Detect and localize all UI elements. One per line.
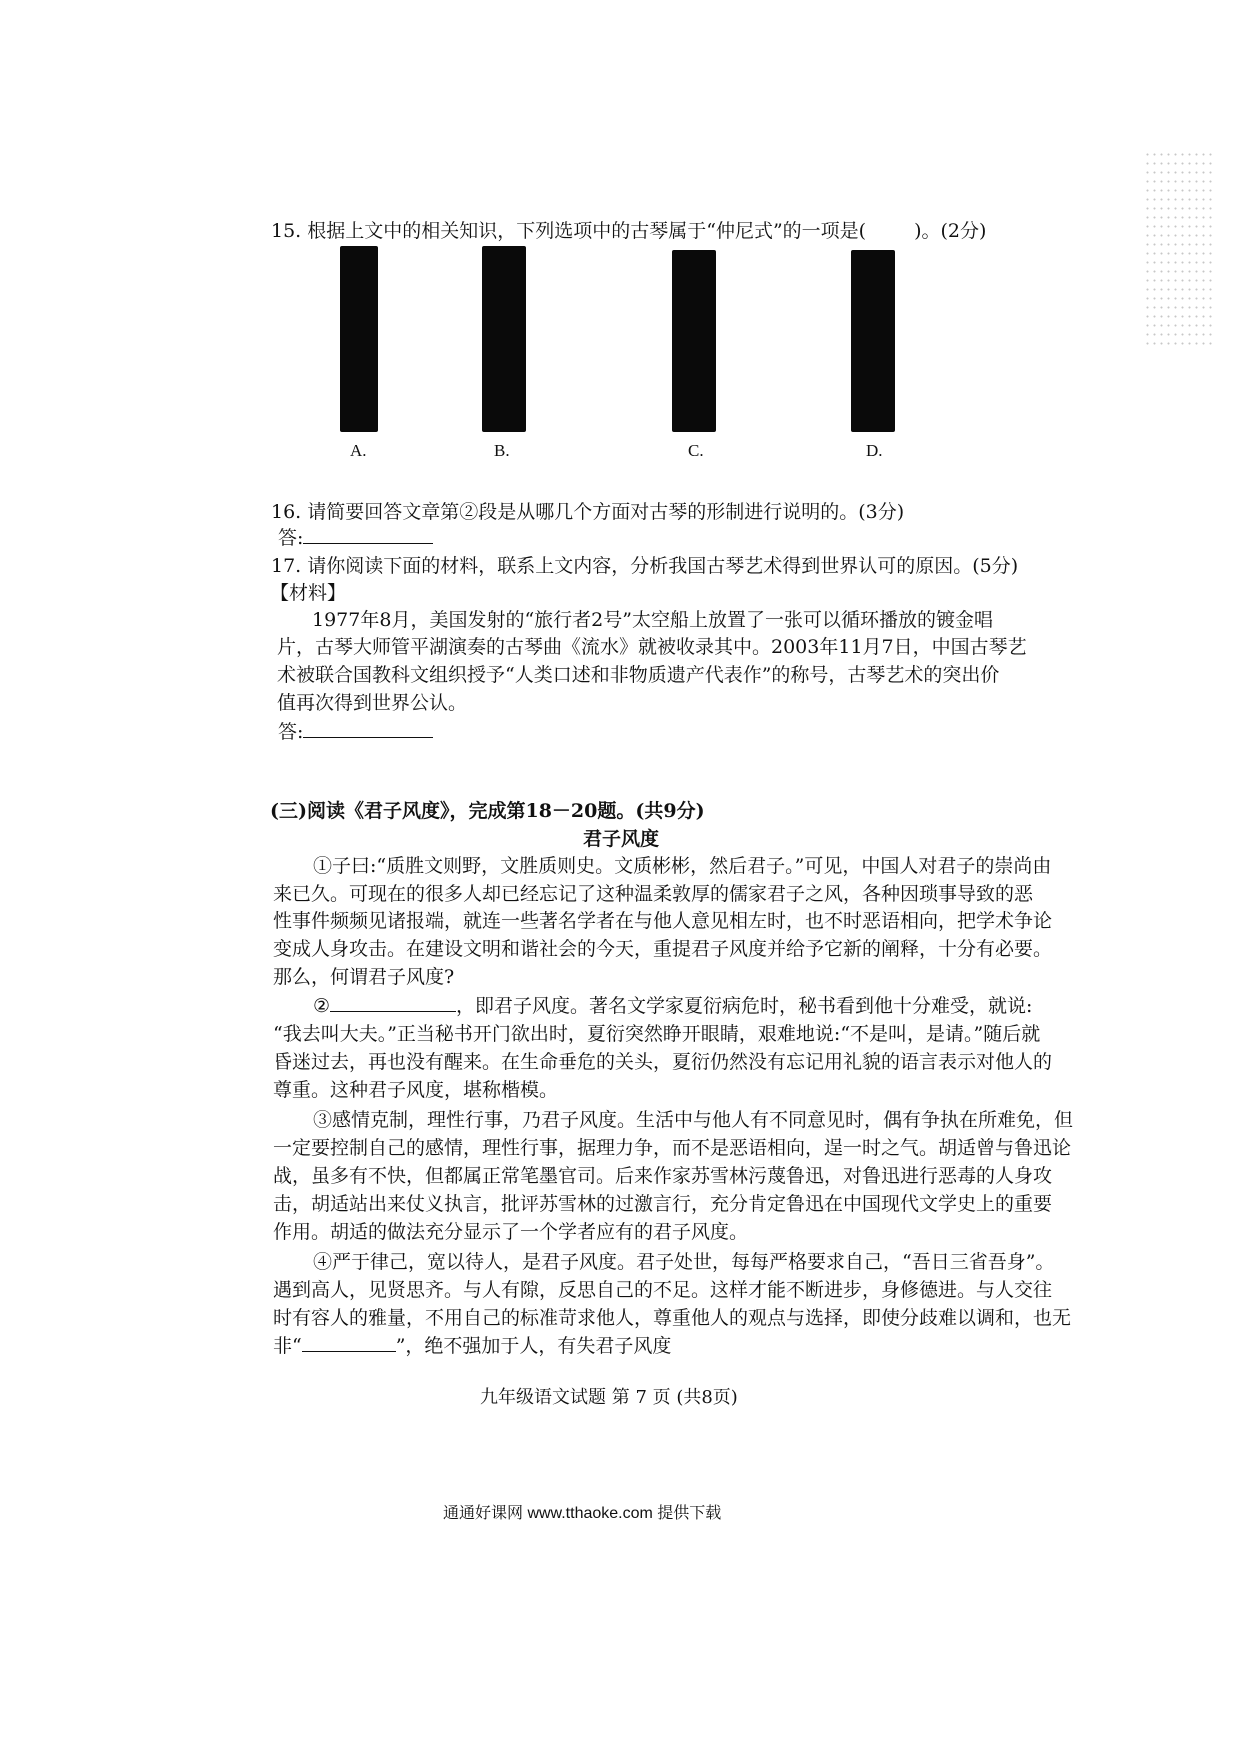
p4-fill-blank[interactable]	[302, 1333, 396, 1352]
q17-answer-line[interactable]	[278, 717, 433, 744]
section-heading: (三)阅读《君子风度》，完成第18－20题。(共9分)	[270, 800, 705, 822]
p2-line-2: “我去叫大夫。”正当秘书开门欲出时，夏衍突然睁开眼睛，艰难地说:“不是叫，是请。”随后就	[273, 1023, 1041, 1045]
p2-first-rest: ，即君子风度。著名文学家夏衍病危时，秘书看到他十分难受，就说:	[456, 995, 1033, 1017]
option-a-label[interactable]: A.	[350, 441, 367, 460]
q17-answer-label: 答:	[278, 721, 304, 743]
option-c-label[interactable]: C.	[688, 441, 704, 460]
material-line-3: 术被联合国教科文组织授予“人类口述和非物质遗产代表作”的称号，古琴艺术的突出价	[277, 664, 1000, 686]
q16-answer-blank[interactable]	[303, 525, 433, 544]
p3-line-2: 一定要控制自己的感情，理性行事，据理力争，而不是恶语相向，逞一时之气。胡适曾与鲁迅论	[273, 1137, 1072, 1159]
qin-image-a	[340, 246, 378, 432]
p2-number: ②	[313, 995, 331, 1017]
q15-text	[271, 216, 986, 243]
material-line-1: 1977年8月，美国发射的“旅行者2号”太空船上放置了一张可以循环播放的镀金唱	[312, 609, 993, 631]
p1-line-5: 那么，何谓君子风度?	[273, 966, 455, 988]
p1-line-3: 性事件频频见诸报端，就连一些著名学者在与他人意见相左时，也不时恶语相向，把学术争论	[273, 910, 1053, 932]
p4-line-4	[273, 1331, 671, 1358]
p1-line-4: 变成人身攻击。在建设文明和谐社会的今天，重提君子风度并给予它新的阐释，十分有必要。	[273, 938, 1053, 960]
p1-line-1: ①子曰:“质胜文则野，文胜质则史。文质彬彬，然后君子。”可见，中国人对君子的崇尚由	[313, 855, 1052, 877]
p2-line-1	[313, 991, 1032, 1018]
p4-line-2: 遇到高人，见贤思齐。与人有隙，反思自己的不足。这样才能不断进步，身修德进。与人交往	[273, 1279, 1053, 1301]
p4-line-1: ④严于律己，宽以待人，是君子风度。君子处世，每每严格要求自己，“吾日三省吾身”。	[313, 1251, 1055, 1273]
p2-line-3: 昏迷过去，再也没有醒来。在生命垂危的关头，夏衍仍然没有忘记用礼貌的语言表示对他人的	[273, 1051, 1053, 1073]
material-line-4: 值再次得到世界公认。	[277, 692, 468, 714]
scan-noise	[1144, 150, 1214, 350]
p3-line-5: 作用。胡适的做法充分显示了一个学者应有的君子风度。	[273, 1221, 749, 1243]
q16-text: 16. 请简要回答文章第②段是从哪几个方面对古琴的形制进行说明的。(3分)	[271, 501, 905, 523]
q16-answer-label: 答:	[278, 527, 304, 549]
p4-line-3: 时有容人的雅量，不用自己的标准苛求他人，尊重他人的观点与选择，即使分歧难以调和，也无	[273, 1307, 1072, 1329]
qin-image-d	[851, 250, 895, 432]
q17-answer-blank[interactable]	[303, 719, 433, 738]
p3-line-1: ③感情克制，理性行事，乃君子风度。生活中与他人有不同意见时，偶有争执在所难免，但	[313, 1109, 1074, 1131]
p4-last-end: ”，绝不强加于人，有失君子风度	[395, 1335, 672, 1357]
material-line-2: 片，古琴大师管平湖演奏的古琴曲《流水》就被收录其中。2003年11月7日，中国古琴艺	[277, 636, 1027, 658]
p1-line-2: 来已久。可现在的很多人却已经忘记了这种温柔敦厚的儒家君子之风，各种因琐事导致的恶	[273, 883, 1034, 905]
p2-line-4: 尊重。这种君子风度，堪称楷模。	[273, 1079, 559, 1101]
q17-text: 17. 请你阅读下面的材料，联系上文内容，分析我国古琴艺术得到世界认可的原因。(5分)	[271, 555, 1019, 577]
qin-image-b	[482, 246, 526, 432]
p4-last-start: 非“	[273, 1335, 302, 1357]
p3-line-3: 战，虽多有不快，但都属正常笔墨官司。后来作家苏雪林污蔑鲁迅，对鲁迅进行恶毒的人身攻	[273, 1165, 1053, 1187]
qin-image-c	[672, 250, 716, 432]
option-d-label[interactable]: D.	[866, 441, 883, 460]
option-b-label[interactable]: B.	[494, 441, 510, 460]
p3-line-4: 击，胡适站出来仗义执言，批评苏雪林的过激言行，充分肯定鲁迅在中国现代文学史上的重要	[273, 1193, 1053, 1215]
q15-text-before: 15. 根据上文中的相关知识，下列选项中的古琴属于“仲尼式”的一项是(	[271, 220, 867, 242]
p2-fill-blank[interactable]	[330, 993, 456, 1012]
article-title: 君子风度	[583, 828, 660, 850]
q15-text-after: )。(2分)	[914, 220, 987, 242]
material-label: 【材料】	[270, 582, 347, 604]
site-footer: 通通好课网 www.tthaoke.com 提供下载	[443, 1505, 722, 1522]
q16-answer-line[interactable]	[278, 523, 433, 550]
page-footer: 九年级语文试题 第 7 页 (共8页)	[480, 1387, 738, 1408]
